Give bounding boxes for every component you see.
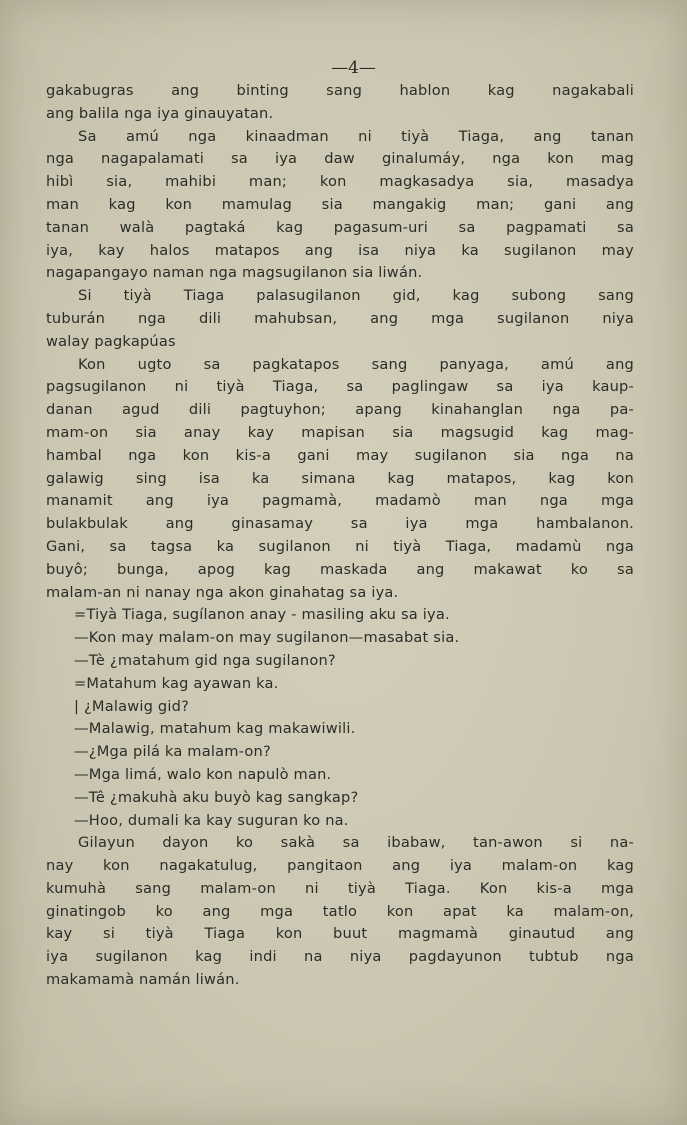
- text-line: malam-an ni nanay nga akon ginahatag sa iya.: [46, 583, 399, 601]
- text-line: nga nagapalamati sa iya daw ginalumáy, nga kon mag: [46, 150, 634, 168]
- text-line: hibì sia, mahibi man; kon magkasadya sia, masadya: [46, 173, 634, 191]
- text-line: buyô; bunga, apog kag maskada ang makawat ko sa: [46, 560, 634, 578]
- text-line: iya, kay halos matapos ang isa niya ka sugilanon may: [46, 241, 634, 259]
- text-line: —Tê ¿makuhà aku buyò kag sangkap?: [74, 788, 359, 806]
- text-line: walay pagkapúas: [46, 332, 176, 350]
- body-text: [46, 80, 634, 992]
- text-line: kumuhà sang malam-on ni tiyà Tiaga. Kon kis-a mga: [46, 879, 634, 897]
- text-line: makamamà namán liwán.: [46, 971, 240, 989]
- text-line: Gani, sa tagsa ka sugilanon ni tiyà Tiaga, madamù nga: [46, 537, 634, 555]
- text-line: | ¿Malawig gid?: [74, 697, 190, 715]
- text-line: tanan walà pagtaká kag pagasum-uri sa pagpamati sa: [46, 218, 634, 236]
- text-line: nagapangayo naman nga magsugilanon sia liwán.: [46, 264, 423, 282]
- text-line: =Matahum kag ayawan ka.: [74, 674, 279, 692]
- text-line: hambal nga kon kis-a gani may sugilanon sia nga na: [46, 446, 634, 464]
- text-line: manamit ang iya pagmamà, madamò man nga mga: [46, 492, 634, 510]
- text-line: danan agud dili pagtuyhon; apang kinahanglan nga pa-: [46, 401, 634, 419]
- text-line: —Mga limá, walo kon napulò man.: [74, 765, 332, 783]
- text-line: iya sugilanon kag indi na niya pagdayunon tubtub nga: [46, 948, 634, 966]
- text-line: Gilayun dayon ko sakà sa ibabaw, tan-awon si na-: [78, 834, 634, 852]
- text-line: bulakbulak ang ginasamay sa iya mga hambalanon.: [46, 515, 634, 533]
- text-line: —¿Mga pilá ka malam-on?: [74, 743, 271, 761]
- text-line: —Malawig, matahum kag makawiwili.: [74, 720, 356, 738]
- text-line: —Kon may malam-on may sugilanon—masabat sia.: [74, 629, 460, 647]
- text-line: Kon ugto sa pagkatapos sang panyaga, amú ang: [78, 355, 634, 373]
- text-line: Si tiyà Tiaga palasugilanon gid, kag subong sang: [78, 287, 634, 305]
- text-line: man kag kon mamulag sia mangakig man; gani ang: [46, 195, 634, 213]
- page-number: —4—: [331, 58, 376, 78]
- text-line: —Tè ¿matahum gid nga sugilanon?: [74, 651, 336, 669]
- text-line: mam-on sia anay kay mapisan sia magsugid kag mag-: [46, 423, 634, 441]
- text-line: nay kon nagakatulug, pangitaon ang iya malam-on kag: [46, 857, 634, 875]
- text-line: Sa amú nga kinaadman ni tiyà Tiaga, ang tanan: [78, 127, 634, 145]
- text-line: tuburán nga dili mahubsan, ang mga sugilanon niya: [46, 309, 634, 327]
- text-line: ginatingob ko ang mga tatlo kon apat ka malam-on,: [46, 902, 634, 920]
- text-line: —Hoo, dumali ka kay suguran ko na.: [74, 811, 349, 829]
- text-line: kay si tiyà Tiaga kon buut magmamà ginautud ang: [46, 925, 634, 943]
- text-line: galawig sing isa ka simana kag matapos, kag kon: [46, 469, 634, 487]
- text-line: =Tiyà Tiaga, sugílanon anay - masiling aku sa iya.: [74, 606, 450, 624]
- text-line: ang balila nga iya ginauyatan.: [46, 104, 274, 122]
- text-line: gakabugras ang binting sang hablon kag nagakabali: [46, 82, 634, 99]
- text-line: pagsugilanon ni tiyà Tiaga, sa paglingaw sa iya kaup-: [46, 378, 634, 396]
